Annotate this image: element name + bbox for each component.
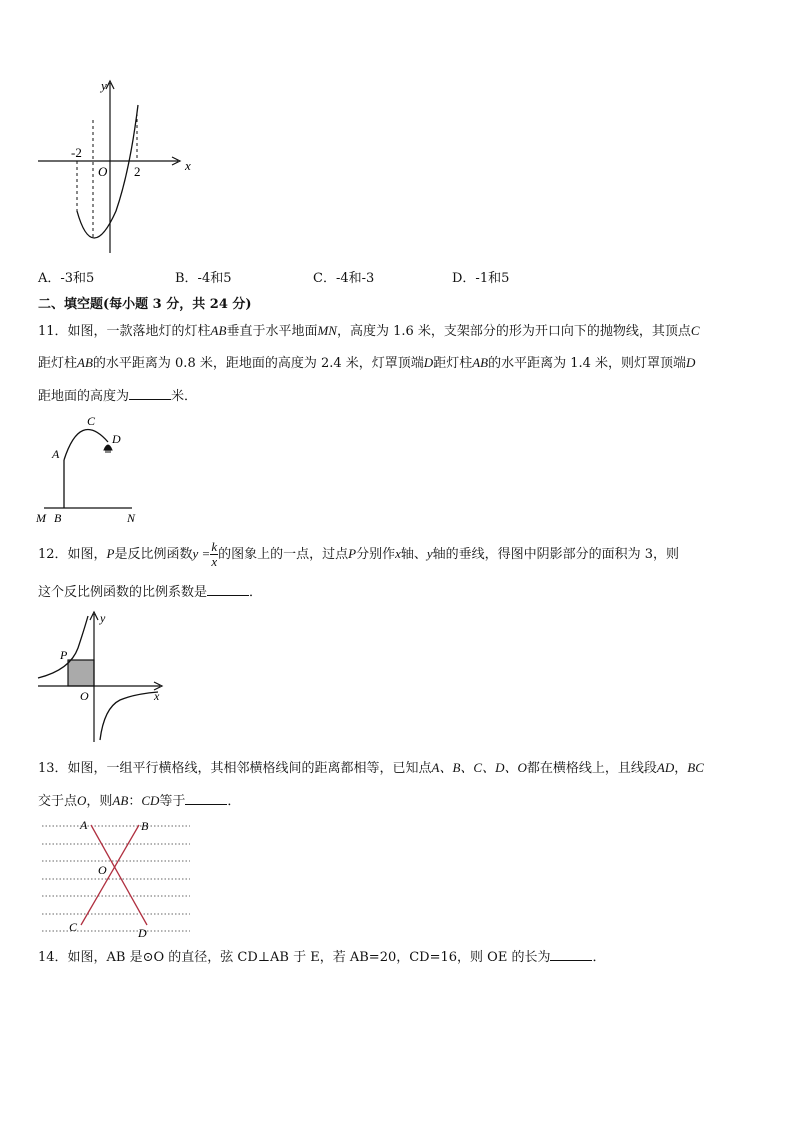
fig10-label-pos2: 2 bbox=[134, 164, 141, 179]
lamp-arm-parabola bbox=[64, 430, 108, 460]
fig12-label-x: x bbox=[154, 689, 160, 703]
q12-var: P bbox=[106, 546, 115, 561]
q13-var: CD bbox=[141, 793, 160, 808]
q11-var: AB bbox=[472, 355, 489, 370]
q11-var: MN bbox=[317, 323, 337, 338]
q12-text: 轴的垂线，得图中阴影部分的面积为 3，则 bbox=[432, 547, 680, 562]
q10-option-b: B．-4和5 bbox=[175, 271, 232, 286]
hyperbola-branch-lower-right bbox=[100, 692, 158, 740]
fig13-label-d: D bbox=[138, 926, 147, 940]
q12-text: 这个反比例函数的比例系数是 bbox=[38, 585, 208, 600]
q12-line-1 bbox=[38, 537, 679, 571]
q11-var: D bbox=[686, 355, 696, 370]
fig13-label-a: A bbox=[80, 818, 88, 832]
fig10-label-o: O bbox=[98, 164, 108, 179]
q12-text: 是反比例函数 bbox=[114, 547, 193, 562]
q11-var: D bbox=[423, 355, 434, 370]
q10-option-d: D．-1和5 bbox=[452, 271, 510, 286]
q13-line-1 bbox=[38, 760, 704, 777]
q13-var: AD bbox=[656, 760, 675, 775]
q12-answer-blank[interactable] bbox=[207, 583, 249, 596]
q11-line-1 bbox=[38, 323, 700, 340]
q11-var: AB bbox=[77, 355, 93, 370]
q11-answer-blank[interactable] bbox=[129, 387, 171, 400]
q13-text: 交于点 bbox=[38, 794, 78, 809]
q13-line-2 bbox=[38, 792, 240, 810]
fig11-label-d: D bbox=[112, 432, 121, 446]
lamp-shade bbox=[104, 445, 112, 450]
segment-bc bbox=[81, 825, 139, 925]
q13-text: ． bbox=[227, 794, 241, 809]
q11-text: 距灯柱 bbox=[433, 356, 473, 371]
q12-var: y bbox=[426, 546, 433, 561]
fig11-label-c: C bbox=[87, 414, 96, 428]
fig13-label-c: C bbox=[69, 920, 78, 934]
q12-denominator: x bbox=[211, 554, 218, 569]
q11-line-2 bbox=[38, 355, 695, 372]
q12-formula-lhs: y = bbox=[192, 546, 211, 561]
q14-answer-blank[interactable] bbox=[550, 948, 592, 961]
q12-var: x bbox=[395, 546, 401, 561]
q11-var: C bbox=[690, 323, 700, 338]
q12-text: 轴、 bbox=[400, 547, 427, 562]
q12-text: 分别作 bbox=[356, 547, 396, 562]
q11-text: 米． bbox=[171, 389, 198, 404]
q10-option-c: C．-4和-3 bbox=[313, 271, 375, 286]
q11-text: 的水平距离为 0.8 米，距地面的高度为 2.4 米，灯罩顶端 bbox=[92, 356, 424, 371]
fig11-label-b: B bbox=[54, 511, 62, 525]
q10-option-a: A．-3和5 bbox=[38, 271, 95, 286]
q12-numerator: k bbox=[211, 539, 218, 554]
q12-hyperbola-figure bbox=[30, 608, 170, 744]
q13-text: ： bbox=[128, 794, 142, 809]
q12-fraction bbox=[210, 540, 218, 569]
q13-text: 13．如图，一组平行横格线，其相邻横格线间的距离都相等，已知点 bbox=[38, 761, 432, 776]
q10-parabola-figure bbox=[30, 75, 205, 265]
parabola-curve bbox=[77, 105, 138, 238]
q12-text: ． bbox=[249, 585, 263, 600]
fig13-label-b: B bbox=[141, 819, 149, 833]
q14-line bbox=[38, 948, 605, 966]
fig10-label-neg2: -2 bbox=[71, 145, 82, 160]
q14-text: 14．如图，AB 是⊙O 的直径，弦 CD⊥AB 于 E，若 AB=20，CD=16，则 OE 的长为 bbox=[38, 950, 551, 965]
fig13-label-o: O bbox=[98, 863, 107, 877]
q11-text: 距地面的高度为 bbox=[38, 389, 130, 404]
q12-text: 12．如图， bbox=[38, 547, 107, 562]
fig10-label-y: y bbox=[101, 78, 107, 93]
q12-var: P bbox=[348, 546, 357, 561]
q13-text: 等于 bbox=[159, 794, 186, 809]
q14-text: ． bbox=[592, 950, 606, 965]
q12-text: 的图象上的一点，过点 bbox=[218, 547, 349, 562]
q11-text: 11．如图，一款落地灯的灯柱 bbox=[38, 324, 211, 339]
fig12-label-y: y bbox=[100, 611, 106, 625]
q11-text: ，高度为 1.6 米，支架部分的形为开口向下的抛物线，其顶点 bbox=[336, 324, 691, 339]
q13-var: O bbox=[77, 793, 87, 808]
q11-text: 距灯柱 bbox=[38, 356, 78, 371]
q13-var: A、B、C、D、O bbox=[431, 760, 527, 775]
q11-text: 的水平距离为 1.4 米，则灯罩顶端 bbox=[488, 356, 687, 371]
q11-text: 垂直于水平地面 bbox=[226, 324, 318, 339]
q13-ruled-lines-figure bbox=[36, 817, 196, 941]
shaded-rectangle bbox=[68, 660, 94, 686]
q12-line-2 bbox=[38, 583, 262, 601]
fig12-label-o: O bbox=[80, 689, 89, 703]
fig10-label-x: x bbox=[185, 158, 191, 173]
fig11-label-n: N bbox=[127, 511, 136, 525]
q13-text: ，则 bbox=[86, 794, 113, 809]
fig11-label-a: A bbox=[52, 447, 60, 461]
q13-var: AB bbox=[112, 793, 129, 808]
q11-var: AB bbox=[210, 323, 227, 338]
q13-var: BC bbox=[687, 760, 704, 775]
q13-answer-blank[interactable] bbox=[185, 792, 227, 805]
fig11-label-m: M bbox=[36, 511, 46, 525]
q13-text: ， bbox=[674, 761, 688, 776]
q11-line-3 bbox=[38, 387, 197, 405]
fig12-label-p: P bbox=[60, 648, 68, 662]
q13-text: 都在横格线上，且线段 bbox=[526, 761, 657, 776]
q11-lamp-figure bbox=[32, 410, 152, 528]
section-heading: 二、填空题(每小题 3 分，共 24 分) bbox=[38, 297, 252, 312]
